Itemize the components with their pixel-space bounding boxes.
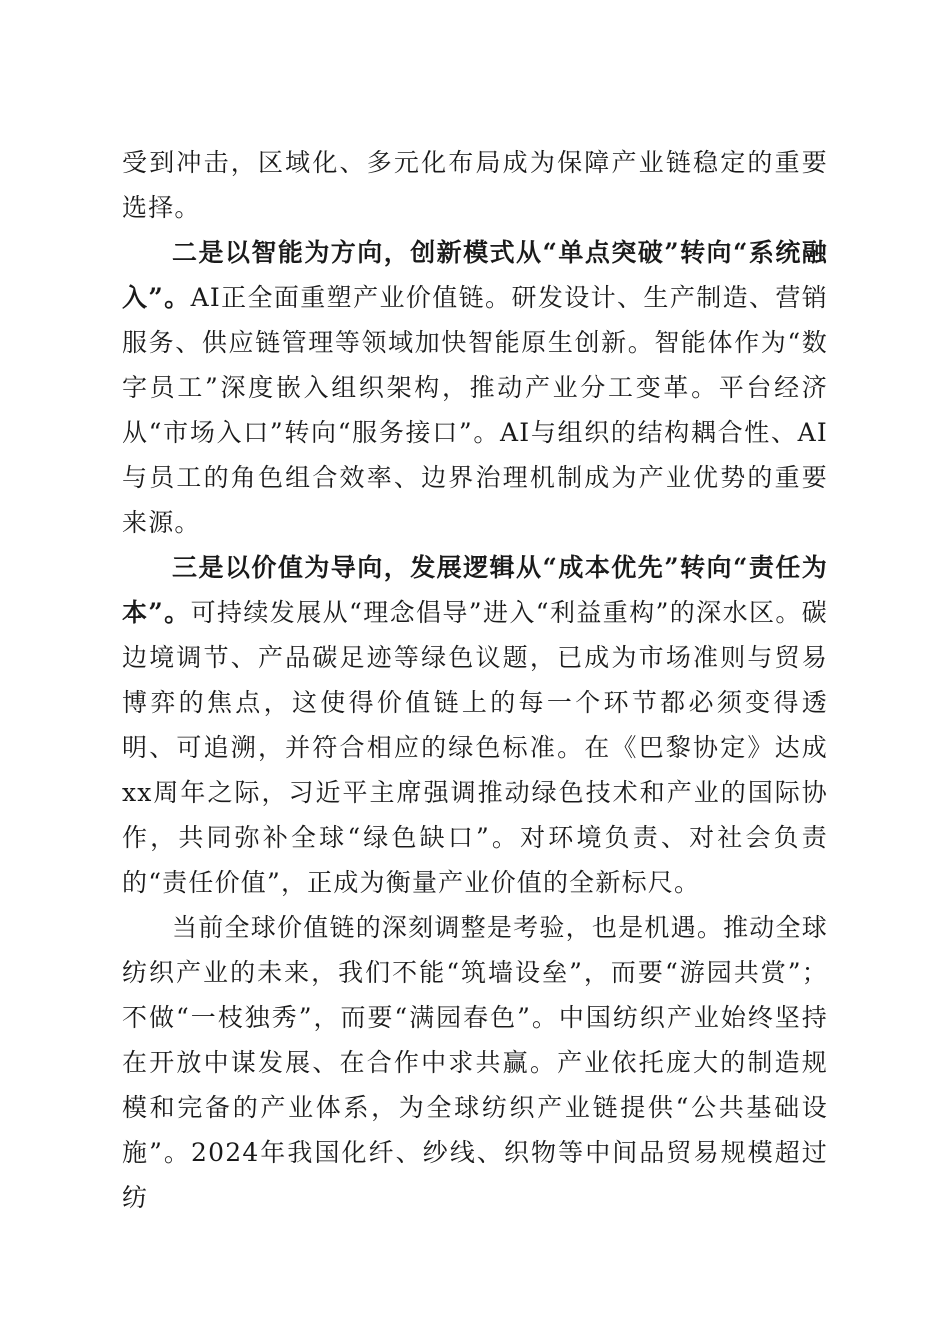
paragraph-body: AI正全面重塑产业价值链。研发设计、生产制造、营销服务、供应链管理等领域加快智能原生创新。智能体作为“数字员工”深度嵌入组织架构，推动产业分工变革。平台经济从“市场入口”转向“服务接口”。AI与组织的结构耦合性、AI与员工的角色组合效率、边界治理机制成为产业优势的重要来源。 — [122, 283, 829, 537]
paragraph-opportunity — [122, 905, 828, 1220]
paragraph-lead: 二是以智能为方向，创新模式从“单点突破”转向“系统融入”。 — [122, 238, 828, 312]
paragraph-value — [122, 545, 828, 905]
paragraph-intelligence — [122, 230, 828, 545]
paragraph-continuation — [122, 140, 828, 230]
document-body — [122, 140, 828, 1220]
paragraph-body: 可持续发展从“理念倡导”进入“利益重构”的深水区。碳边境调节、产品碳足迹等绿色议题，已成为市场准则与贸易博弈的焦点，这使得价值链上的每一个环节都必须变得透明、可追溯，并符合相应的绿色标准。在《巴黎协定》达成xx周年之际，习近平主席强调推动绿色技术和产业的国际协作，共同弥补全球“绿色缺口”。对环境负责、对社会负责的“责任价值”，正成为衡量产业价值的全新标尺。 — [122, 598, 828, 897]
paragraph-lead: 三是以价值为导向，发展逻辑从“成本优先”转向“责任为本”。 — [122, 553, 828, 627]
paragraph-body: 受到冲击，区域化、多元化布局成为保障产业链稳定的重要选择。 — [122, 148, 828, 222]
paragraph-body: 当前全球价值链的深刻调整是考验，也是机遇。推动全球纺织产业的未来，我们不能“筑墙设垒”，而要“游园共赏”；不做“一枝独秀”，而要“满园春色”。中国纺织产业始终坚持在开放中谋发展、在合作中求共赢。产业依托庞大的制造规模和完备的产业体系，为全球纺织产业链提供“公共基础设施”。2024年我国化纤、纱线、织物等中间品贸易规模超过纺 — [122, 913, 828, 1212]
